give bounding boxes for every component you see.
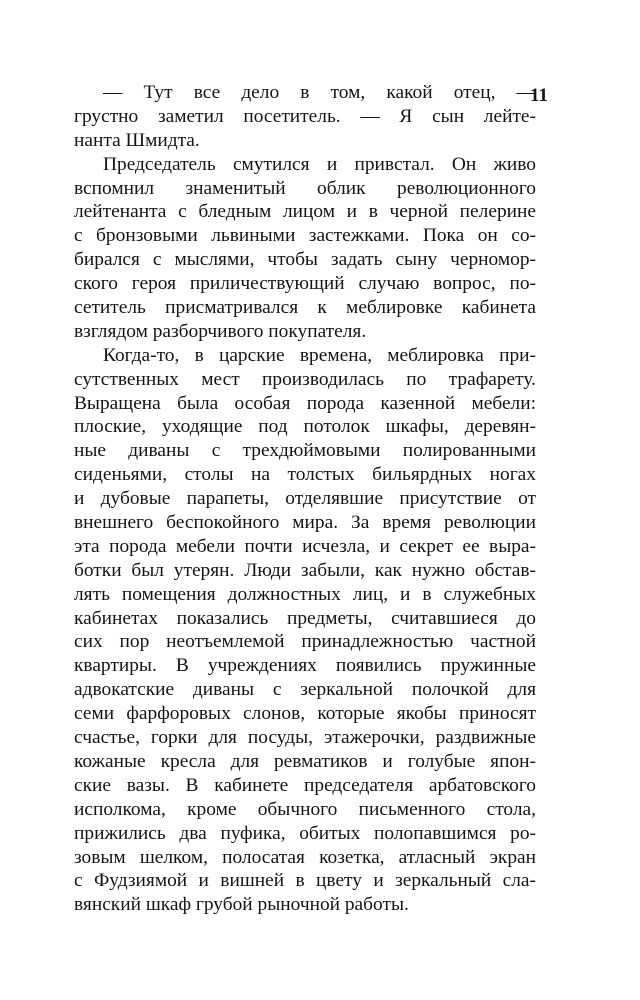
text-line: внешнего беспокойного мира. За время революции bbox=[74, 512, 536, 534]
text-line: Председатель смутился и привстал. Он живо bbox=[103, 153, 536, 175]
text-line: ные диваны с трехдюймовыми полированными bbox=[74, 440, 536, 462]
text-line: исполкома, кроме обычного письменного стола, bbox=[74, 798, 536, 820]
text-line: нанта Шмидта. bbox=[74, 129, 200, 151]
text-line: с Фудзиямой и вишней в цвету и зеркальный сла- bbox=[74, 870, 536, 892]
text-line: счастье, горки для посуды, этажерочки, раздвижные bbox=[74, 727, 536, 749]
paragraph bbox=[74, 153, 536, 344]
text-line: ского героя приличествующий случаю вопрос, по- bbox=[74, 273, 536, 295]
body-text bbox=[74, 81, 536, 917]
text-line: квартиры. В учреждениях появились пружинные bbox=[74, 655, 536, 677]
text-line: с бронзовыми львиными застежками. Пока он со- bbox=[74, 225, 536, 247]
text-line: бирался с мыслями, чтобы задать сыну черномор- bbox=[74, 249, 536, 271]
text-line: плоские, уходящие под потолок шкафы, деревян- bbox=[74, 416, 536, 438]
text-line: кожаные кресла для ревматиков и голубые япон- bbox=[74, 750, 536, 772]
text-line: Когда-то, в царские времена, меблировка при- bbox=[103, 344, 536, 366]
text-line: лейтенанта с бледным лицом и в черной пелерине bbox=[74, 201, 536, 223]
text-line: сутственных мест производилась по трафарету. bbox=[74, 368, 536, 390]
text-line: зовым шелком, полосатая козетка, атласный экран bbox=[74, 846, 536, 868]
text-line: лять помещения должностных лиц, и в служебных bbox=[74, 583, 536, 605]
text-line: сиденьями, столы на толстых бильярдных ногах bbox=[74, 464, 536, 486]
text-line: и дубовые парапеты, отделявшие присутствие от bbox=[74, 488, 536, 510]
text-line: ские вазы. В кабинете председателя арбатовского bbox=[74, 774, 536, 796]
text-line: сих пор неотъемлемой принадлежностью частной bbox=[74, 631, 536, 653]
text-line: адвокатские диваны с зеркальной полочкой для bbox=[74, 679, 536, 701]
text-line: Выращена была особая порода казенной мебели: bbox=[74, 392, 536, 414]
page-number: 11 bbox=[530, 85, 548, 106]
text-line: сетитель присматривался к меблировке кабинета bbox=[74, 297, 536, 319]
text-line: вспомнил знаменитый облик революционного bbox=[74, 177, 536, 199]
text-line: эта порода мебели почти исчезла, и секрет ее выра- bbox=[74, 535, 536, 557]
text-line: семи фарфоровых слонов, которые якобы приносят bbox=[74, 703, 536, 725]
text-line: грустно заметил посетитель. — Я сын лейте- bbox=[74, 105, 536, 127]
text-line: вянский шкаф грубой рыночной работы. bbox=[74, 894, 409, 916]
paragraph bbox=[74, 81, 536, 153]
text-line: взглядом разборчивого покупателя. bbox=[74, 320, 367, 342]
text-line: — Тут все дело в том, какой отец, — bbox=[103, 82, 536, 103]
paragraph bbox=[74, 344, 536, 917]
text-line: кабинетах показались предметы, считавшиеся до bbox=[74, 607, 536, 629]
text-line: ботки был утерян. Люди забыли, как нужно обстав- bbox=[74, 559, 536, 581]
text-line: прижились два пуфика, обитых полопавшимся ро- bbox=[74, 822, 536, 844]
